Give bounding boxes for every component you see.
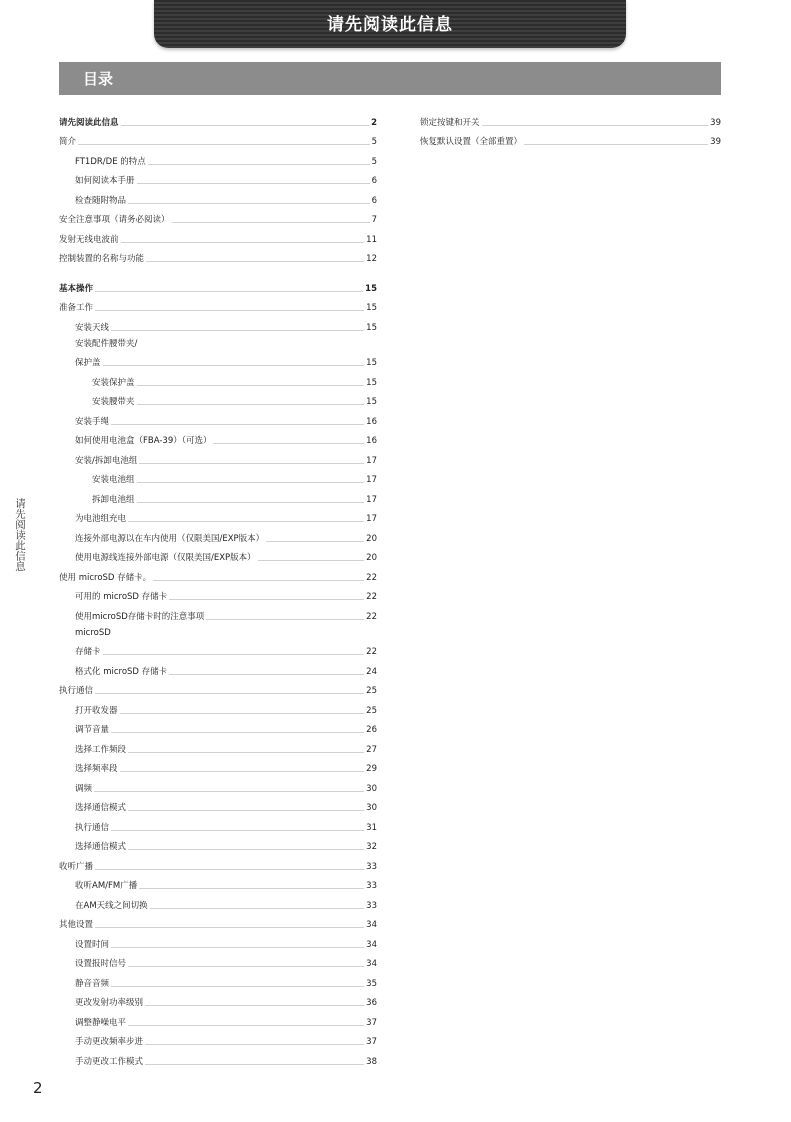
toc-entry[interactable] xyxy=(59,717,377,737)
toc-entry[interactable] xyxy=(59,756,377,776)
toc-entry-text: 手动更改频率步进 xyxy=(75,1037,144,1047)
toc-entry[interactable] xyxy=(59,129,377,149)
toc-leader-dots xyxy=(121,125,370,126)
toc-entry-text: 恢复默认设置（全部重置） xyxy=(420,137,523,147)
toc-entry-text: 收听广播 xyxy=(59,861,94,872)
toc-entry[interactable] xyxy=(59,525,377,545)
toc-entry-text: 使用 microSD 存储卡。 xyxy=(59,572,152,583)
toc-entry-text: 收听AM/FM广播 xyxy=(75,881,138,891)
toc-entry[interactable] xyxy=(59,334,377,350)
toc-entry[interactable] xyxy=(59,350,377,370)
toc-entry-page: 31 xyxy=(366,822,377,833)
toc-entry-page: 38 xyxy=(366,1056,377,1067)
toc-leader-dots xyxy=(128,966,364,967)
toc-entry-page: 17 xyxy=(366,455,377,466)
toc-leader-dots xyxy=(137,183,370,184)
section-title: 请先阅读此信息 xyxy=(327,15,453,35)
toc-leader-dots xyxy=(128,521,364,522)
toc-leader-dots xyxy=(128,1025,364,1026)
toc-leader-dots xyxy=(103,365,365,366)
toc-entry[interactable] xyxy=(59,892,377,912)
toc-entry[interactable] xyxy=(59,109,377,129)
toc-leader-dots xyxy=(137,404,365,405)
side-section-label: 请先阅读此信息 xyxy=(14,498,26,572)
toc-leader-dots xyxy=(128,752,364,753)
toc-entry[interactable] xyxy=(59,639,377,659)
toc-entry-text: 保护盖 xyxy=(75,358,101,368)
toc-entry[interactable] xyxy=(59,168,377,188)
toc-leader-dots xyxy=(103,654,365,655)
toc-entry-page: 15 xyxy=(366,358,377,368)
toc-leader-dots xyxy=(139,888,364,889)
toc-leader-dots xyxy=(137,502,365,503)
toc-entry-page: 30 xyxy=(366,803,377,813)
toc-entry[interactable] xyxy=(59,428,377,448)
toc-entry[interactable] xyxy=(59,408,377,428)
toc-entry[interactable] xyxy=(59,314,377,334)
toc-entry[interactable] xyxy=(59,369,377,389)
toc-entry-text: 在AM天线之间切换 xyxy=(75,900,148,911)
toc-entry-text: 打开收发器 xyxy=(75,705,118,716)
toc-entry-page: 33 xyxy=(366,900,377,911)
toc-entry-text: 安装天线 xyxy=(75,322,110,333)
toc-leader-dots xyxy=(120,713,365,714)
toc-entry[interactable] xyxy=(59,295,377,315)
toc-entry-text: 基本操作 xyxy=(59,283,94,294)
toc-entry[interactable] xyxy=(59,853,377,873)
toc-entry-page: 25 xyxy=(366,705,377,716)
toc-entry[interactable] xyxy=(59,736,377,756)
toc-entry-page: 5 xyxy=(371,137,377,147)
toc-entry-text: 拆卸电池组 xyxy=(92,494,135,505)
toc-entry[interactable] xyxy=(59,447,377,467)
toc-entry-text: 格式化 microSD 存储卡 xyxy=(75,666,168,677)
toc-entry-page: 30 xyxy=(366,783,377,794)
toc-entry-page: 20 xyxy=(366,553,377,563)
toc-entry[interactable] xyxy=(59,467,377,487)
toc-entry[interactable] xyxy=(59,931,377,951)
toc-entry-text: 安装腰带夹 xyxy=(92,397,135,407)
toc-entry-text: 选择频率段 xyxy=(75,764,118,774)
page-number: 2 xyxy=(33,1079,43,1097)
toc-leader-dots xyxy=(95,927,364,928)
toc-leader-dots xyxy=(150,908,365,909)
toc-leader-dots xyxy=(111,947,364,948)
toc-leader-dots xyxy=(95,693,364,694)
toc-entry-page: 32 xyxy=(366,842,377,852)
toc-entry[interactable] xyxy=(59,1029,377,1049)
toc-leader-dots xyxy=(145,1044,364,1045)
toc-entry-text: 安装配件腰带夹/ xyxy=(75,338,138,349)
toc-entry-text: 锁定按键和开关 xyxy=(420,117,480,128)
toc-entry-text: 控制装置的名称与功能 xyxy=(59,254,145,264)
toc-entry-page: 34 xyxy=(366,959,377,969)
toc-entry-text: 安装手绳 xyxy=(75,416,110,427)
toc-entry-text: 安装/拆卸电池组 xyxy=(75,455,138,466)
toc-entry-page: 39 xyxy=(710,117,721,128)
toc-column-left xyxy=(59,109,377,1068)
toc-entry-text: 调频 xyxy=(75,783,93,794)
toc-entry-page: 15 xyxy=(366,377,377,388)
toc-entry-page: 22 xyxy=(366,592,377,602)
toc-leader-dots xyxy=(111,424,364,425)
toc-entry-text: 如何使用电池盒（FBA-39）（可选） xyxy=(75,436,212,446)
toc-entry[interactable] xyxy=(59,1048,377,1068)
toc-entry-page: 25 xyxy=(366,686,377,696)
toc-entry-page: 36 xyxy=(366,998,377,1008)
toc-entry-page: 27 xyxy=(366,744,377,755)
toc-entry-page: 6 xyxy=(371,195,377,206)
toc-entry-text: 安装保护盖 xyxy=(92,377,135,388)
toc-entry-text: 其他设置 xyxy=(59,920,94,930)
toc-leader-dots xyxy=(146,261,364,262)
toc-entry-page: 35 xyxy=(366,978,377,989)
toc-entry-text: 请先阅读此信息 xyxy=(59,117,119,128)
toc-leader-dots xyxy=(128,810,364,811)
toc-entry-text: 选择通信模式 xyxy=(75,803,127,813)
toc-leader-dots xyxy=(111,986,364,987)
toc-entry-text: 简介 xyxy=(59,137,77,147)
toc-leader-dots xyxy=(206,619,364,620)
toc-entry[interactable] xyxy=(420,129,721,149)
toc-entry-page: 39 xyxy=(710,137,721,147)
toc-banner xyxy=(59,62,721,95)
toc-entry-page: 6 xyxy=(371,176,377,186)
toc-entry-page: 15 xyxy=(366,322,377,333)
toc-leader-dots xyxy=(95,869,364,870)
toc-entry-text: 调整静噪电平 xyxy=(75,1017,127,1028)
toc-entry-text: 为电池组充电 xyxy=(75,514,127,524)
toc-entry-page: 34 xyxy=(366,939,377,950)
toc-entry-text: 使用microSD存储卡时的注意事项 xyxy=(75,611,205,622)
toc-entry-text: 检查随附物品 xyxy=(75,195,127,206)
toc-entry-text: microSD xyxy=(75,627,111,638)
toc-entry-page: 37 xyxy=(366,1017,377,1028)
toc-entry-page: 17 xyxy=(366,475,377,485)
toc-entry[interactable] xyxy=(59,584,377,604)
toc-entry-page: 16 xyxy=(366,436,377,446)
toc-leader-dots xyxy=(482,125,709,126)
toc-leader-dots xyxy=(169,674,364,675)
toc-entry[interactable] xyxy=(59,795,377,815)
toc-entry[interactable] xyxy=(59,275,377,295)
toc-leader-dots xyxy=(169,599,364,600)
toc-entry[interactable] xyxy=(59,246,377,266)
toc-leader-dots xyxy=(111,830,364,831)
toc-entry-text: 设置报时信号 xyxy=(75,959,127,969)
toc-entry[interactable] xyxy=(59,148,377,168)
toc-entry-page: 15 xyxy=(365,283,377,294)
toc-leader-dots xyxy=(145,1064,364,1065)
toc-entry-page: 7 xyxy=(371,215,377,225)
toc-leader-dots xyxy=(120,771,365,772)
toc-entry-page: 17 xyxy=(366,494,377,505)
toc-entry-page: 15 xyxy=(366,397,377,407)
toc-entry-text: 设置时间 xyxy=(75,939,110,950)
toc-entry-text: 选择工作频段 xyxy=(75,744,127,755)
toc-entry[interactable] xyxy=(59,187,377,207)
toc-entry-text: 如何阅读本手册 xyxy=(75,176,135,186)
toc-entry-page: 33 xyxy=(366,881,377,891)
section-header-tab xyxy=(154,0,626,48)
toc-entry-page: 5 xyxy=(371,156,377,167)
toc-entry[interactable] xyxy=(59,951,377,971)
toc-entry[interactable] xyxy=(59,678,377,698)
toc-leader-dots xyxy=(128,203,370,204)
toc-entry-page: 15 xyxy=(366,303,377,313)
toc-entry-text: 发射无线电波前 xyxy=(59,234,119,245)
toc-leader-dots xyxy=(128,849,364,850)
toc-entry[interactable] xyxy=(59,603,377,623)
toc-entry[interactable] xyxy=(59,912,377,932)
toc-entry-text: 准备工作 xyxy=(59,303,94,313)
toc-entry-page: 34 xyxy=(366,920,377,930)
toc-entry-text: 执行通信 xyxy=(59,686,94,696)
toc-entry[interactable] xyxy=(59,697,377,717)
toc-entry[interactable] xyxy=(59,226,377,246)
toc-entry[interactable] xyxy=(59,545,377,565)
toc-entry-page: 33 xyxy=(366,861,377,872)
toc-entry[interactable] xyxy=(59,834,377,854)
toc-entry-page: 37 xyxy=(366,1037,377,1047)
toc-entry-text: 安全注意事项（请务必阅读） xyxy=(59,215,170,225)
toc-entry[interactable] xyxy=(59,486,377,506)
toc-entry[interactable] xyxy=(59,873,377,893)
toc-entry-text: 选择通信模式 xyxy=(75,842,127,852)
toc-leader-dots xyxy=(266,541,364,542)
toc-leader-dots xyxy=(139,463,364,464)
toc-entry[interactable] xyxy=(59,207,377,227)
toc-entry-page: 16 xyxy=(366,416,377,427)
toc-entry-page: 12 xyxy=(366,254,377,264)
toc-entry-page: 11 xyxy=(366,234,377,245)
toc-entry-text: 更改发射功率级别 xyxy=(75,998,144,1008)
toc-leader-dots xyxy=(213,443,364,444)
toc-entry-page: 22 xyxy=(366,611,377,622)
toc-entry[interactable] xyxy=(59,990,377,1010)
toc-entry[interactable] xyxy=(59,658,377,678)
toc-entry[interactable] xyxy=(59,970,377,990)
toc-leader-dots xyxy=(95,291,363,292)
toc-entry[interactable] xyxy=(420,109,721,129)
toc-entry[interactable] xyxy=(59,623,377,639)
toc-leader-dots xyxy=(258,560,364,561)
toc-entry-page: 2 xyxy=(371,117,377,128)
toc-entry-page: 24 xyxy=(366,666,377,677)
toc-entry[interactable] xyxy=(59,389,377,409)
toc-leader-dots xyxy=(94,791,364,792)
toc-title: 目录 xyxy=(83,70,114,88)
toc-entry-page: 22 xyxy=(366,647,377,657)
toc-entry-text: 存储卡 xyxy=(75,647,101,657)
toc-leader-dots xyxy=(95,310,364,311)
toc-entry-text: 静音音频 xyxy=(75,978,110,989)
toc-entry-text: 使用电源线连接外部电源（仅限美国/EXP版本） xyxy=(75,553,256,563)
toc-leader-dots xyxy=(524,144,708,145)
toc-leader-dots xyxy=(137,385,365,386)
toc-entry[interactable] xyxy=(59,775,377,795)
toc-entry-text: 调节音量 xyxy=(75,725,110,735)
toc-entry[interactable] xyxy=(59,1009,377,1029)
toc-entry[interactable] xyxy=(59,814,377,834)
toc-entry-text: 执行通信 xyxy=(75,822,110,833)
toc-entry-page: 17 xyxy=(366,514,377,524)
toc-entry-text: 安装电池组 xyxy=(92,475,135,485)
toc-entry-text: 手动更改工作模式 xyxy=(75,1056,144,1067)
toc-leader-dots xyxy=(148,164,370,165)
toc-entry-text: FT1DR/DE 的特点 xyxy=(75,156,146,167)
toc-leader-dots xyxy=(111,330,364,331)
toc-leader-dots xyxy=(121,242,365,243)
toc-leader-dots xyxy=(111,732,364,733)
toc-entry-page: 26 xyxy=(366,725,377,735)
toc-entry[interactable] xyxy=(59,506,377,526)
toc-leader-dots xyxy=(153,580,364,581)
toc-leader-dots xyxy=(137,482,365,483)
toc-entry-page: 20 xyxy=(366,533,377,544)
toc-leader-dots xyxy=(172,222,370,223)
toc-entry[interactable] xyxy=(59,564,377,584)
toc-leader-dots xyxy=(145,1005,364,1006)
toc-entry-page: 22 xyxy=(366,572,377,583)
toc-entry-text: 连接外部电源以在车内使用（仅限美国/EXP版本） xyxy=(75,533,265,544)
toc-leader-dots xyxy=(78,144,370,145)
toc-entry-page: 29 xyxy=(366,764,377,774)
toc-column-right xyxy=(420,109,721,148)
toc-entry-text: 可用的 microSD 存储卡 xyxy=(75,592,168,602)
